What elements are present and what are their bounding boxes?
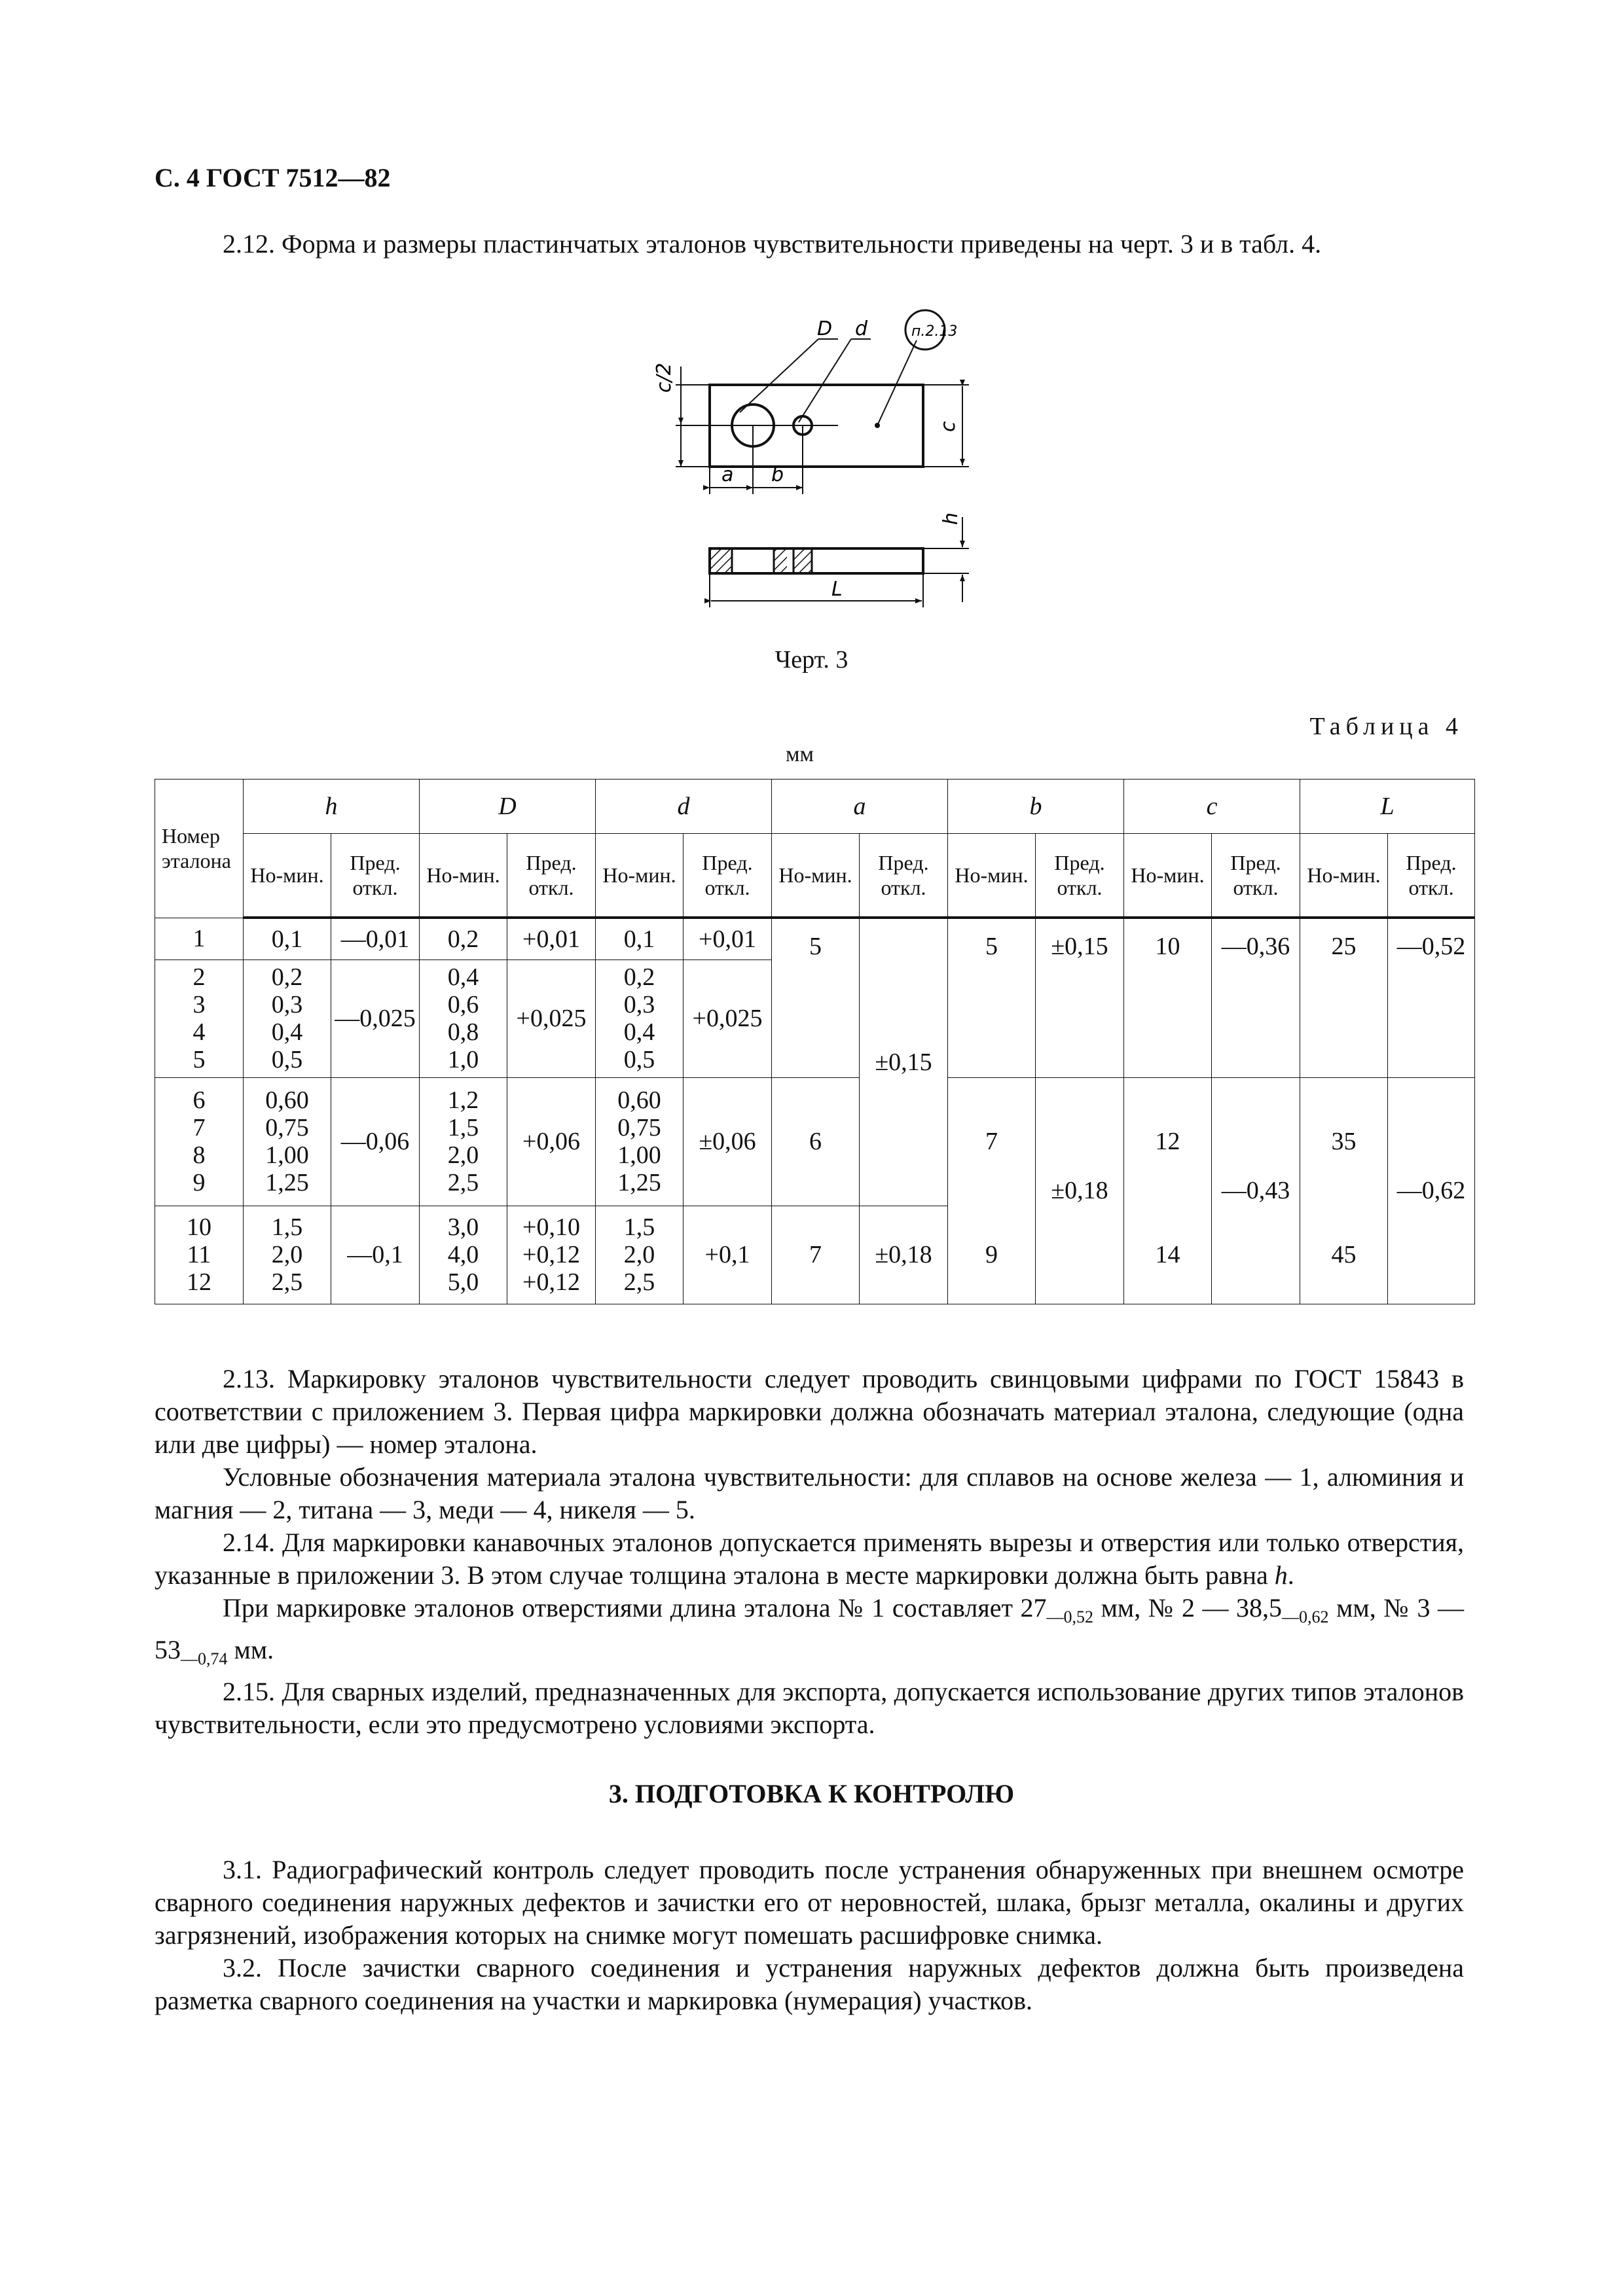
label-b: b — [771, 463, 784, 486]
lengths-part-1: При маркировке эталонов отверстиями длина эталона № 1 составляет 27 — [223, 1593, 1047, 1623]
paragraph-3-1: 3.1. Радиографический контроль следует проводить после устранения обнаруженных при внешнем осмотре сварного соединения наружных дефектов и зачистки его от неровностей, шлака, брызг металла, окалины и других загрязнений, изображения которых на снимке могут помешать расшифровке снимка. — [155, 1855, 1464, 1950]
cell-h: 0,2 0,3 0,4 0,5 — [244, 960, 331, 1077]
cell-a: 7 — [772, 1206, 860, 1304]
page-header: С. 4 ГОСТ 7512—82 — [155, 163, 391, 192]
subheader-nom: Но-мин. — [596, 834, 684, 918]
header-h: h — [244, 780, 420, 834]
cell-c: 10 — [1124, 918, 1212, 1077]
label-D: D — [817, 317, 833, 340]
subheader-nom: Но-мин. — [948, 834, 1036, 918]
cell-h-dev: —0,025 — [331, 960, 420, 1077]
cell-d-dev: +0,01 — [684, 918, 772, 960]
table-row — [155, 1077, 1475, 1206]
label-note: п.2.13 — [911, 323, 958, 340]
label-c: c — [937, 421, 960, 432]
paragraphs-section-3 — [155, 1854, 1464, 2017]
label-c-half: c/2 — [653, 363, 676, 393]
header-number: Номер эталона — [155, 780, 244, 918]
cell-h-dev: —0,01 — [331, 918, 420, 960]
cell-h-dev: —0,06 — [331, 1077, 420, 1206]
lengths-part-2: мм, № 2 — 38,5 — [1093, 1593, 1283, 1623]
header-a: a — [772, 780, 948, 834]
cell-D: 3,0 4,0 5,0 — [420, 1206, 507, 1304]
cell-h: 0,60 0,75 1,00 1,25 — [244, 1077, 331, 1206]
figure-caption: Черт. 3 — [775, 646, 848, 673]
cell-num: 2 3 4 5 — [155, 960, 244, 1077]
cell-b: 9 — [948, 1206, 1036, 1304]
paragraph-2-12-text: 2.12. Форма и размеры пластинчатых эталонов чувствительности приведены на черт. 3 и в табл. 4. — [223, 229, 1322, 259]
cell-a-dev: ±0,18 — [860, 1206, 948, 1304]
cell-d: 1,5 2,0 2,5 — [596, 1206, 684, 1304]
subheader-nom: Но-мин. — [1124, 834, 1212, 918]
cell-num: 1 — [155, 918, 244, 960]
figure-3-drawing — [642, 295, 1008, 635]
cell-c-dev: —0,43 — [1212, 1077, 1300, 1304]
cell-d-dev: ±0,06 — [684, 1077, 772, 1206]
tolerance-3: —0,74 — [181, 1649, 228, 1668]
subheader-dev: Пред. откл. — [1388, 834, 1475, 918]
cell-c: 14 — [1124, 1206, 1212, 1304]
cell-a: 6 — [772, 1077, 860, 1206]
cell-a-dev: ±0,15 — [860, 918, 948, 1206]
paragraph-2-15: 2.15. Для сварных изделий, предназначенных для экспорта, допускается использование других типов эталонов чувствительности, если это предусмотрено условиями экспорта. — [155, 1677, 1464, 1739]
subheader-nom: Но-мин. — [420, 834, 507, 918]
lengths-part-3: мм, № 3 — 53 — [155, 1593, 1465, 1664]
cell-b: 7 — [948, 1077, 1036, 1206]
cell-L-dev: —0,62 — [1388, 1077, 1475, 1304]
paragraph-2-13: 2.13. Маркировку эталонов чувствительности следует проводить свинцовыми цифрами по ГОСТ 15843 в соответствии с приложением 3. Первая цифра маркировки должна обозначать материал эталона, следующие (одна или две цифры) — номер эталона. — [155, 1364, 1464, 1459]
subheader-nom: Но-мин. — [772, 834, 860, 918]
cell-c-dev: —0,36 — [1212, 918, 1300, 1077]
subheader-nom: Но-мин. — [244, 834, 331, 918]
header-b: b — [948, 780, 1124, 834]
cell-d: 0,1 — [596, 918, 684, 960]
subheader-dev: Пред. откл. — [1036, 834, 1124, 918]
table-units: мм — [786, 742, 814, 766]
header-L: L — [1300, 780, 1475, 834]
section-3-title: 3. ПОДГОТОВКА К КОНТРОЛЮ — [608, 1779, 1015, 1808]
table-title: Таблица 4 — [1309, 713, 1463, 740]
cell-D: 0,4 0,6 0,8 1,0 — [420, 960, 507, 1077]
cell-num: 6 7 8 9 — [155, 1077, 244, 1206]
subheader-dev: Пред. откл. — [507, 834, 596, 918]
header-c: c — [1124, 780, 1300, 834]
cell-d: 0,2 0,3 0,4 0,5 — [596, 960, 684, 1077]
label-h: h — [939, 512, 962, 525]
paragraph-2-13-materials: Условные обозначения материала эталона чувствительности: для сплавов на основе железа — 1, алюминия и магния — 2, титана — 3, меди — 4, никеля — 5. — [155, 1462, 1464, 1524]
label-d: d — [855, 317, 868, 340]
label-a: a — [721, 463, 734, 486]
cell-D: 1,2 1,5 2,0 2,5 — [420, 1077, 507, 1206]
cell-D-dev: +0,025 — [507, 960, 596, 1077]
cell-num: 10 11 12 — [155, 1206, 244, 1304]
header-D: D — [420, 780, 596, 834]
cell-D-dev: +0,10 +0,12 +0,12 — [507, 1206, 596, 1304]
subheader-nom: Но-мин. — [1300, 834, 1388, 918]
table-4 — [155, 779, 1475, 1304]
cell-h: 0,1 — [244, 918, 331, 960]
tolerance-1: —0,52 — [1046, 1607, 1094, 1626]
paragraph-2-14 — [155, 1526, 1464, 1592]
cell-D-dev: +0,01 — [507, 918, 596, 960]
cell-L: 25 — [1300, 918, 1388, 1077]
subheader-dev: Пред. откл. — [860, 834, 948, 918]
subheader-dev: Пред. откл. — [1212, 834, 1300, 918]
paragraph-3-2: 3.2. После зачистки сварного соединения и устранения наружных дефектов должна быть произведена разметка сварного соединения на участки и маркировка (нумерация) участков. — [155, 1953, 1464, 2015]
plate-side-view — [710, 548, 923, 573]
cell-D-dev: +0,06 — [507, 1077, 596, 1206]
cell-h-dev: —0,1 — [331, 1206, 420, 1304]
cell-d-dev: +0,1 — [684, 1206, 772, 1304]
paragraph-2-14-h: h — [1274, 1560, 1288, 1590]
cell-b-dev: ±0,18 — [1036, 1077, 1124, 1304]
table-row — [155, 918, 1475, 960]
label-L: L — [831, 578, 843, 601]
cell-L: 35 — [1300, 1077, 1388, 1206]
subheader-dev: Пред. откл. — [684, 834, 772, 918]
cell-c: 12 — [1124, 1077, 1212, 1206]
header-d: d — [596, 780, 772, 834]
cell-L-dev: —0,52 — [1388, 918, 1475, 1077]
cell-D: 0,2 — [420, 918, 507, 960]
cell-b: 5 — [948, 918, 1036, 1077]
subheader-dev: Пред. откл. — [331, 834, 420, 918]
lengths-part-4: мм. — [227, 1635, 274, 1664]
paragraph-2-14-lengths — [155, 1592, 1464, 1676]
tolerance-2: —0,62 — [1282, 1607, 1329, 1626]
cell-d: 0,60 0,75 1,00 1,25 — [596, 1077, 684, 1206]
paragraph-2-14-text: 2.14. Для маркировки канавочных эталонов допускается применять вырезы и отверстия или только отверстия, указанные в приложении 3. В этом случае толщина эталона в месте маркировки должна быть равна — [155, 1528, 1464, 1590]
paragraphs-2-13-2-15 — [155, 1363, 1464, 1741]
cell-a: 5 — [772, 918, 860, 1077]
paragraph-2-12 — [155, 228, 1464, 260]
cell-d-dev: +0,025 — [684, 960, 772, 1077]
cell-b-dev: ±0,15 — [1036, 918, 1124, 1077]
paragraph-2-14-end: . — [1287, 1560, 1294, 1590]
cell-L: 45 — [1300, 1206, 1388, 1304]
cell-h: 1,5 2,0 2,5 — [244, 1206, 331, 1304]
